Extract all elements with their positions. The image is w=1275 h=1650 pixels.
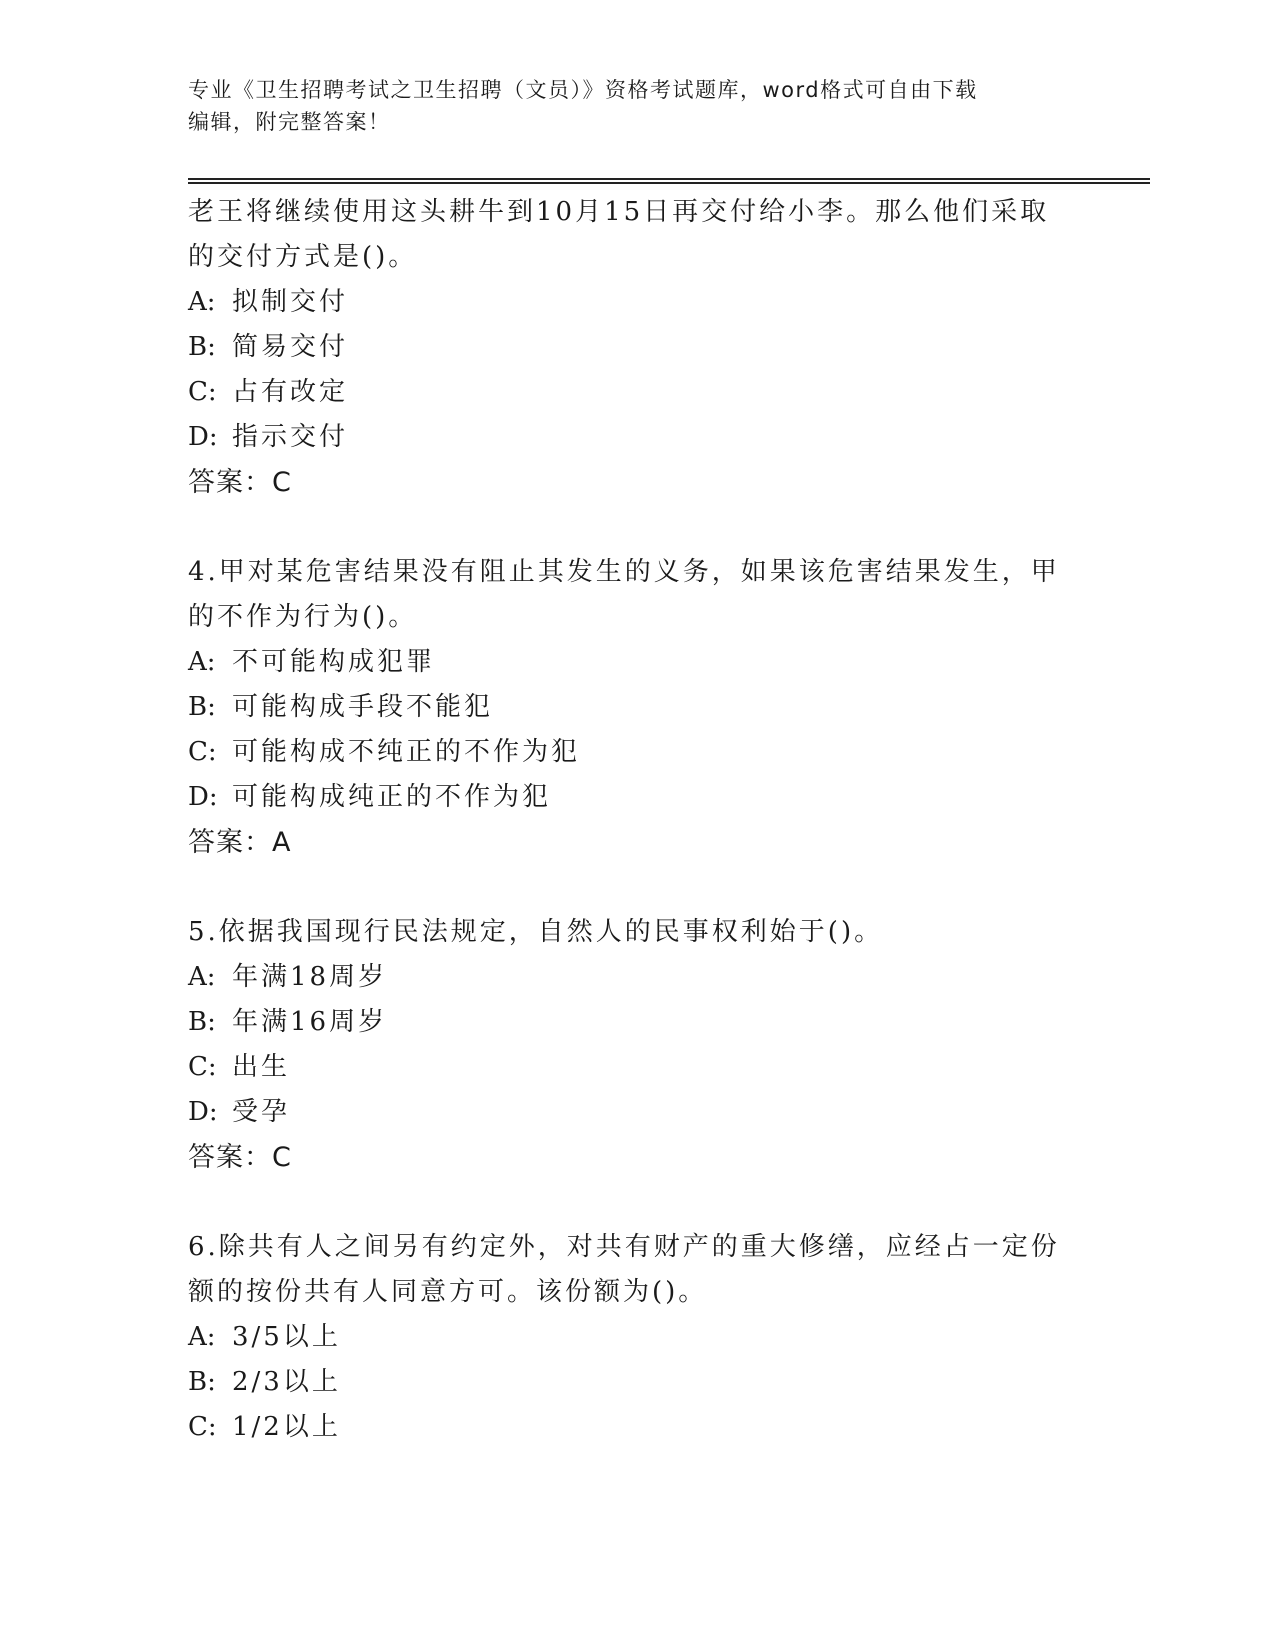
option-d xyxy=(188,1090,1088,1135)
option-letter: D: xyxy=(188,1097,218,1127)
answer-line: 答案：A xyxy=(188,827,292,858)
option-letter: B: xyxy=(188,332,216,362)
option-b xyxy=(188,1000,1088,1045)
option-b xyxy=(188,685,1088,730)
question-stem-line: 的不作为行为()。 xyxy=(188,602,418,632)
option-text: 简易交付 xyxy=(232,332,349,362)
question-stem-line: 老王将继续使用这头耕牛到10月15日再交付给小李。那么他们采取 xyxy=(188,197,1050,227)
answer-line: 答案：C xyxy=(188,467,292,498)
option-letter: C: xyxy=(188,737,217,767)
option-b xyxy=(188,325,1088,370)
option-letter: A: xyxy=(188,1322,216,1352)
option-d xyxy=(188,415,1088,460)
option-text: 可能构成手段不能犯 xyxy=(232,692,494,722)
option-a xyxy=(188,955,1088,1000)
option-text: 1/2以上 xyxy=(232,1412,341,1442)
option-a xyxy=(188,280,1088,325)
option-letter: C: xyxy=(188,1412,217,1442)
question-stem-line: 额的按份共有人同意方可。该份额为()。 xyxy=(188,1277,708,1307)
option-text: 2/3以上 xyxy=(232,1367,341,1397)
question-6 xyxy=(188,1225,1088,1450)
question-stem-line: 5.依据我国现行民法规定，自然人的民事权利始于()。 xyxy=(188,917,884,947)
option-letter: B: xyxy=(188,692,216,722)
option-letter: A: xyxy=(188,962,216,992)
option-letter: A: xyxy=(188,287,216,317)
option-text: 可能构成不纯正的不作为犯 xyxy=(232,737,581,767)
question-3 xyxy=(188,190,1088,505)
option-a xyxy=(188,640,1088,685)
option-letter: A: xyxy=(188,647,216,677)
option-d xyxy=(188,775,1088,820)
option-letter: B: xyxy=(188,1007,216,1037)
question-spacer xyxy=(188,505,1088,550)
question-list xyxy=(188,190,1088,1450)
question-stem-line: 4.甲对某危害结果没有阻止其发生的义务，如果该危害结果发生，甲 xyxy=(188,557,1060,587)
question-spacer xyxy=(188,865,1088,910)
question-spacer xyxy=(188,1180,1088,1225)
option-c xyxy=(188,730,1088,775)
option-text: 不可能构成犯罪 xyxy=(232,647,436,677)
option-text: 年满18周岁 xyxy=(232,962,388,992)
header-line-1: 专业《卫生招聘考试之卫生招聘（文员）》资格考试题库，word格式可自由下载 xyxy=(188,78,978,102)
option-letter: C: xyxy=(188,377,217,407)
option-text: 可能构成纯正的不作为犯 xyxy=(232,782,552,812)
option-letter: C: xyxy=(188,1052,217,1082)
question-stem-line: 的交付方式是()。 xyxy=(188,242,418,272)
option-letter: B: xyxy=(188,1367,216,1397)
question-stem-line: 6.除共有人之间另有约定外，对共有财产的重大修缮，应经占一定份 xyxy=(188,1232,1060,1262)
question-4 xyxy=(188,550,1088,865)
answer-line: 答案：C xyxy=(188,1142,292,1173)
option-text: 3/5以上 xyxy=(232,1322,341,1352)
document-header xyxy=(188,74,1068,138)
option-c xyxy=(188,1405,1088,1450)
option-letter: D: xyxy=(188,422,218,452)
option-text: 拟制交付 xyxy=(232,287,349,317)
option-a xyxy=(188,1315,1088,1360)
option-text: 占有改定 xyxy=(232,377,349,407)
option-c xyxy=(188,370,1088,415)
option-letter: D: xyxy=(188,782,218,812)
option-text: 指示交付 xyxy=(232,422,349,452)
option-b xyxy=(188,1360,1088,1405)
question-5 xyxy=(188,910,1088,1180)
header-rule-bottom xyxy=(188,182,1150,184)
option-text: 年满16周岁 xyxy=(232,1007,388,1037)
option-text: 出生 xyxy=(232,1052,291,1082)
header-line-2: 编辑，附完整答案！ xyxy=(188,110,391,134)
option-c xyxy=(188,1045,1088,1090)
option-text: 受孕 xyxy=(232,1097,291,1127)
header-rule-top xyxy=(188,178,1150,180)
